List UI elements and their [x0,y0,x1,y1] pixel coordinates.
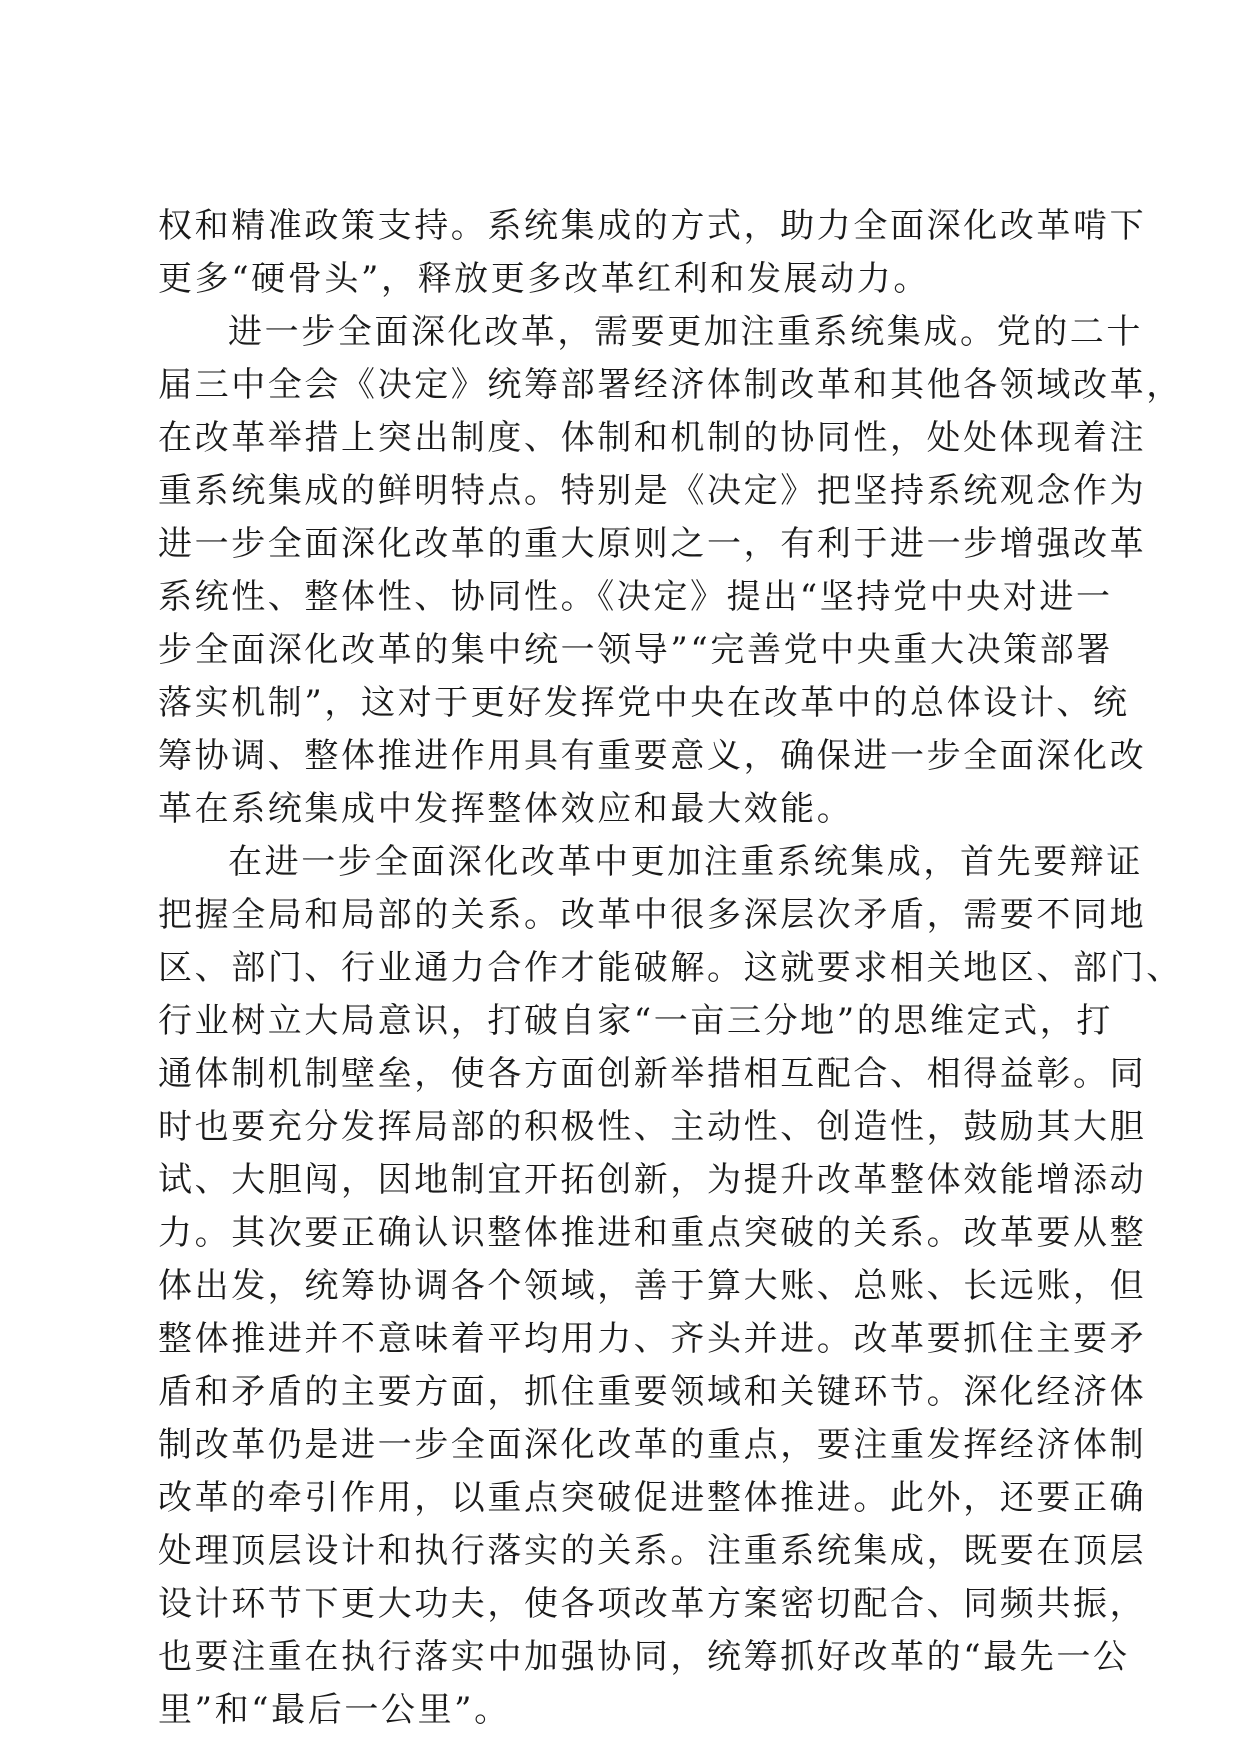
text-line: 革在系统集成中发挥整体效应和最大效能。 [158,789,854,829]
text-line: 进一步全面深化改革的重大原则之一，有利于进一步增强改革 [158,524,1147,564]
text-line: 设计环节下更大功夫，使各项改革方案密切配合、同频共振， [158,1584,1147,1624]
text-line: 届三中全会《决定》统筹部署经济体制改革和其他各领域改革， [158,365,1183,405]
text-line: 里”和“最后一公里”。 [158,1690,511,1730]
text-line: 把握全局和局部的关系。改革中很多深层次矛盾，需要不同地 [158,895,1147,935]
text-line: 体出发，统筹协调各个领域，善于算大账、总账、长远账，但 [158,1266,1147,1306]
text-line: 试、大胆闯，因地制宜开拓创新，为提升改革整体效能增添动 [158,1160,1147,1200]
text-line: 制改革仍是进一步全面深化改革的重点，要注重发挥经济体制 [158,1425,1147,1465]
text-line: 力。其次要正确认识整体推进和重点突破的关系。改革要从整 [158,1213,1147,1253]
text-line: 更多“硬骨头”，释放更多改革红利和发展动力。 [158,259,930,299]
text-line: 区、部门、行业通力合作才能破解。这就要求相关地区、部门、 [158,948,1183,988]
paragraph-first-line: 在进一步全面深化改革中更加注重系统集成，首先要辩证 [228,842,1143,882]
text-line: 在改革举措上突出制度、体制和机制的协同性，处处体现着注 [158,418,1147,458]
text-line: 通体制机制壁垒，使各方面创新举措相互配合、相得益彰。同 [158,1054,1147,1094]
text-line: 也要注重在执行落实中加强协同，统筹抓好改革的“最先一公 [158,1637,1130,1677]
text-line: 时也要充分发挥局部的积极性、主动性、创造性，鼓励其大胆 [158,1107,1147,1147]
text-line: 处理顶层设计和执行落实的关系。注重系统集成，既要在顶层 [158,1531,1147,1571]
document-body [158,200,1183,1737]
text-line: 整体推进并不意味着平均用力、齐头并进。改革要抓住主要矛 [158,1319,1147,1359]
text-line: 步全面深化改革的集中统一领导”“完善党中央重大决策部署 [158,630,1113,670]
text-line: 改革的牵引作用，以重点突破促进整体推进。此外，还要正确 [158,1478,1147,1518]
text-line: 落实机制”，这对于更好发挥党中央在改革中的总体设计、统 [158,683,1130,723]
text-line: 筹协调、整体推进作用具有重要意义，确保进一步全面深化改 [158,736,1147,776]
paragraph-first-line: 进一步全面深化改革，需要更加注重系统集成。党的二十 [228,312,1143,352]
text-line: 盾和矛盾的主要方面，抓住重要领域和关键环节。深化经济体 [158,1372,1147,1412]
text-line: 行业树立大局意识，打破自家“一亩三分地”的思维定式，打 [158,1001,1113,1041]
text-line: 重系统集成的鲜明特点。特别是《决定》把坚持系统观念作为 [158,471,1147,511]
text-line: 系统性、整体性、协同性。《决定》提出“坚持党中央对进一 [158,577,1113,617]
text-line: 权和精准政策支持。系统集成的方式，助力全面深化改革啃下 [158,206,1147,246]
